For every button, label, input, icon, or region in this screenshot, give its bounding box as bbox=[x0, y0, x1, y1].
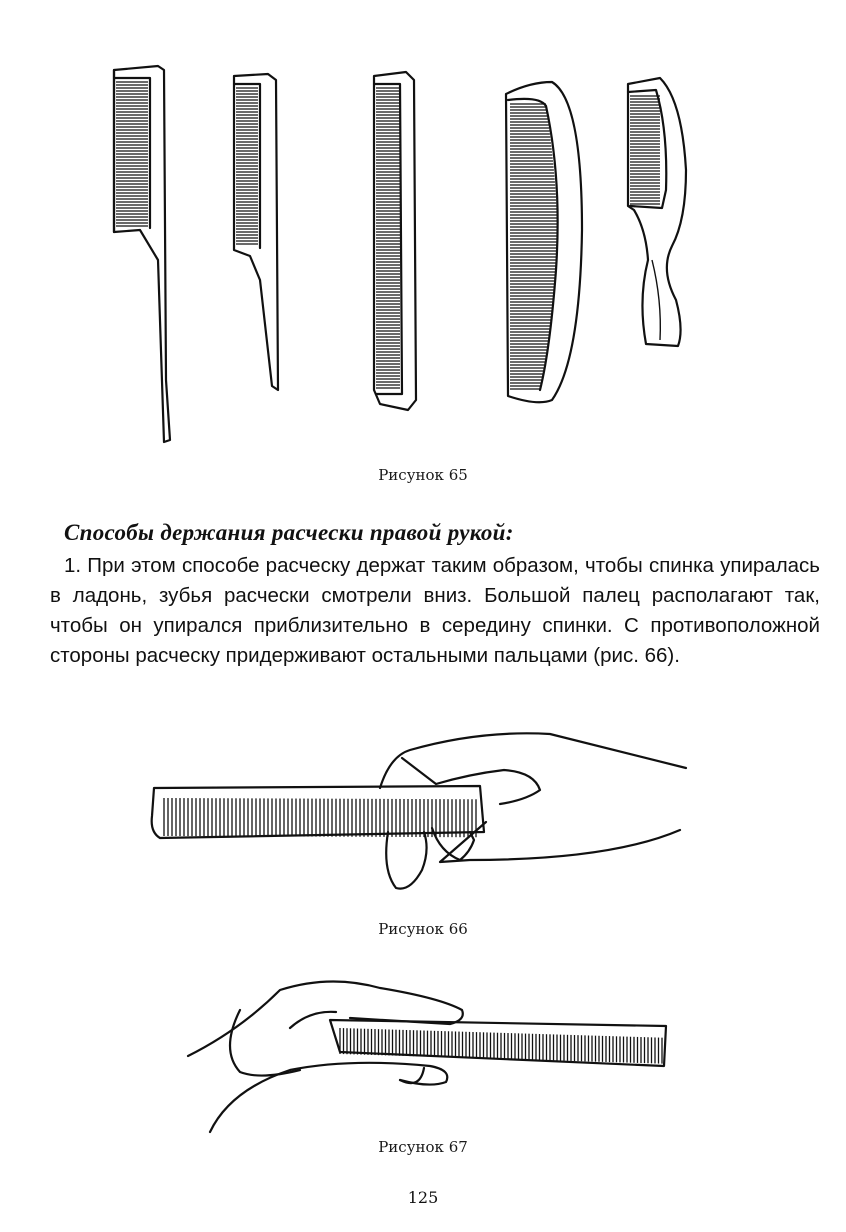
tail-comb-illustration bbox=[114, 66, 170, 442]
page-number: 125 bbox=[407, 1188, 439, 1207]
comb-illustration bbox=[152, 786, 484, 838]
figure-66-caption: Рисунок 66 bbox=[378, 920, 468, 938]
hand-illustration bbox=[380, 733, 686, 888]
straight-comb-illustration bbox=[374, 72, 416, 410]
figure-65-combs bbox=[100, 60, 720, 450]
curved-comb-illustration bbox=[506, 82, 582, 402]
figure-65-caption: Рисунок 65 bbox=[378, 466, 468, 484]
comb-illustration bbox=[330, 1020, 666, 1066]
section-paragraph: 1. При этом способе расческу держат таким образом, чтобы спинка упиралась в ладонь, зубья расчески смотрели вниз. Большой палец располагают так, чтобы он упирался приблизительно в середину спинки. С противоположной стороны расческу придерживают остальными пальцами (рис. 66). bbox=[50, 554, 820, 667]
figure-67-caption: Рисунок 67 bbox=[378, 1138, 468, 1156]
pin-tail-comb-illustration bbox=[234, 74, 278, 390]
handle-comb-illustration bbox=[628, 78, 686, 346]
figure-66-hand-holding-comb bbox=[140, 720, 700, 910]
section-heading: Способы держания расчески правой рукой: bbox=[64, 520, 514, 545]
figure-67-hand-holding-comb bbox=[180, 970, 680, 1135]
hand-illustration bbox=[188, 981, 463, 1132]
